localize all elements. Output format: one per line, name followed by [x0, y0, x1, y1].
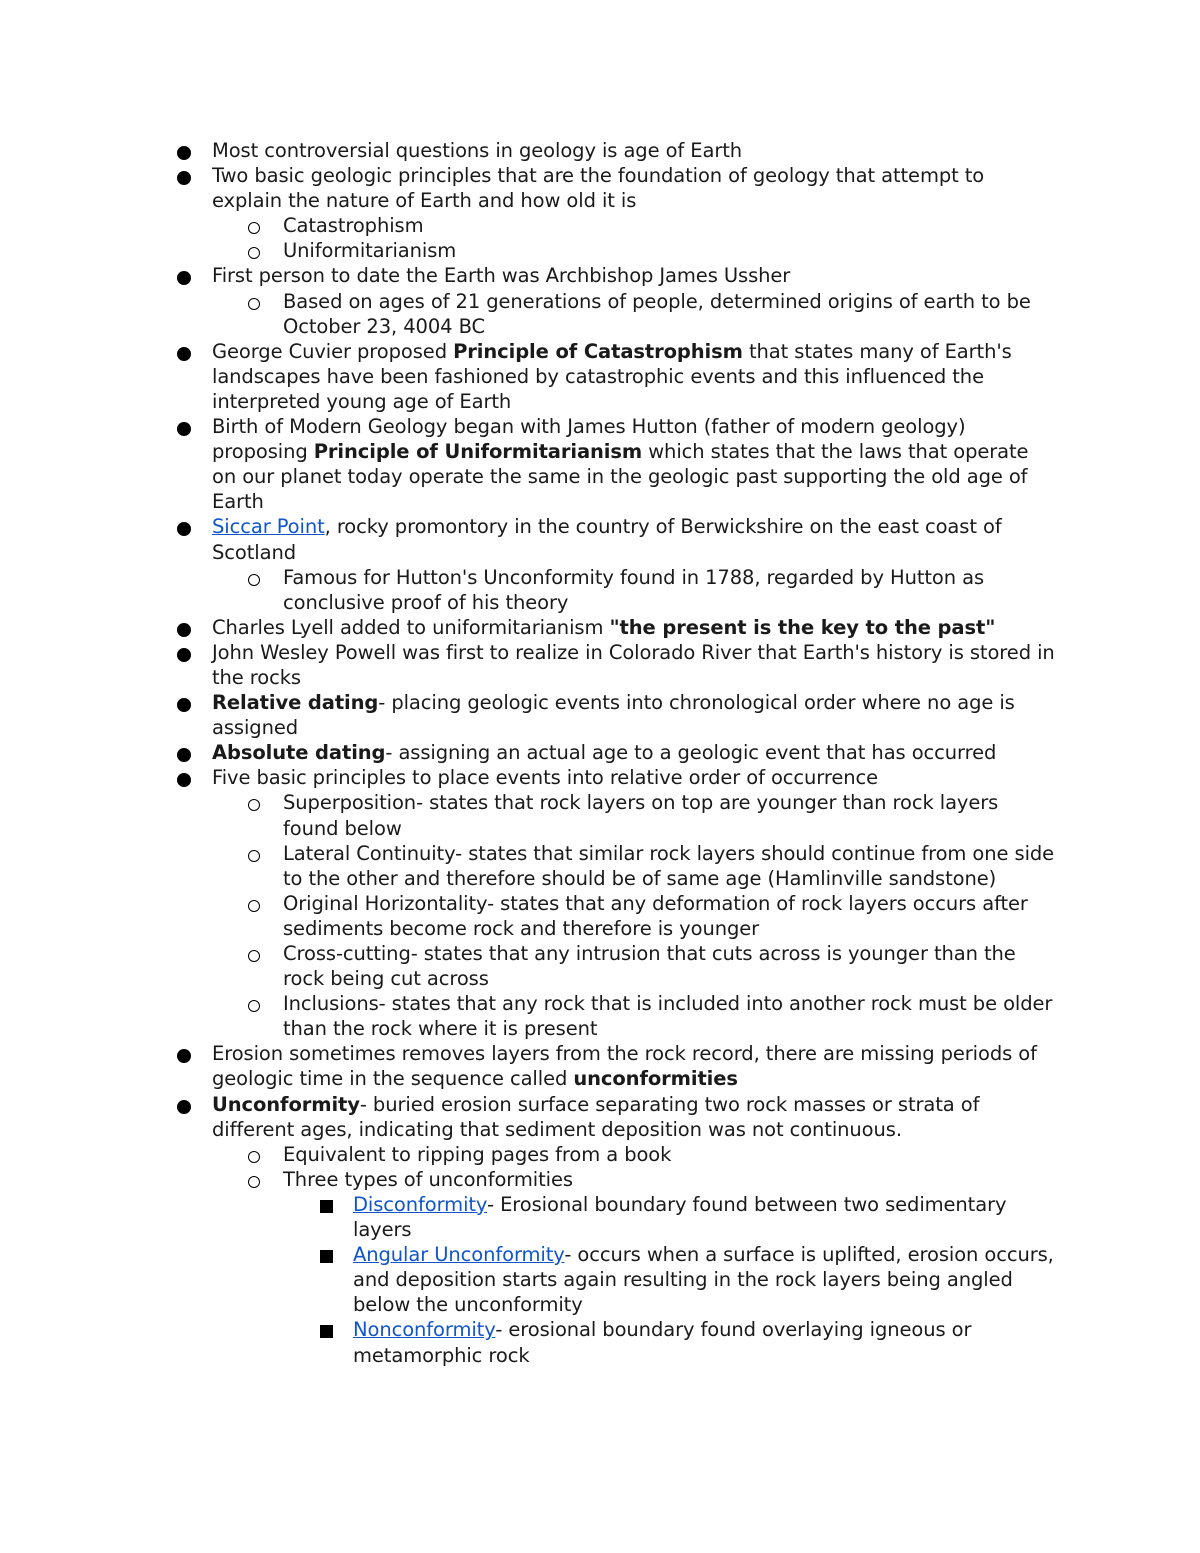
list-item	[0, 1041, 1057, 1091]
bullet-list	[0, 138, 1200, 1368]
sub-list-item	[0, 565, 1057, 615]
list-item	[0, 690, 1057, 740]
hollow-circle-bullet-icon	[248, 799, 260, 811]
item-text: Two basic geologic principles that are the foundation of geology that attempt to explain the nature of Earth and how old it is	[212, 164, 985, 213]
hollow-circle-bullet-icon	[248, 900, 260, 912]
square-bullet-icon	[320, 1250, 333, 1263]
item-text	[212, 690, 1057, 740]
sub-list-item	[0, 1142, 1057, 1167]
item-text: Inclusions- states that any rock that is included into another rock must be older than the rock where it is present	[283, 992, 1053, 1041]
bold-term: Relative dating	[212, 691, 379, 715]
hollow-circle-bullet-icon	[248, 950, 260, 962]
list-item	[0, 339, 1057, 414]
hollow-circle-bullet-icon	[248, 222, 260, 234]
text-run: George Cuvier proposed	[212, 339, 454, 363]
list-item	[0, 740, 1057, 765]
bold-term: unconformities	[573, 1067, 738, 1091]
item-text: Uniformitarianism	[283, 239, 457, 263]
hollow-circle-bullet-icon	[248, 298, 260, 310]
list-item	[0, 263, 1057, 288]
item-text: First person to date the Earth was Archbishop James Ussher	[212, 264, 791, 288]
sub-list-item	[0, 991, 1057, 1041]
hollow-circle-bullet-icon	[248, 574, 260, 586]
square-bullet-icon	[320, 1325, 333, 1338]
text-run: which states that the laws that operate on our planet today operate the same in the geologic past supporting the old age of Earth	[212, 440, 1029, 514]
hollow-circle-bullet-icon	[248, 1176, 260, 1188]
list-item	[0, 414, 1057, 514]
filled-circle-bullet-icon	[177, 623, 191, 637]
hollow-circle-bullet-icon	[248, 1151, 260, 1163]
filled-circle-bullet-icon	[177, 773, 191, 787]
item-text	[212, 514, 1057, 564]
item-text	[212, 414, 1057, 514]
angular-unconformity-link[interactable]: Angular Unconformity	[353, 1243, 565, 1267]
hollow-circle-bullet-icon	[248, 1000, 260, 1012]
sub-list-item	[0, 1167, 1057, 1192]
list-item	[0, 163, 1057, 213]
item-text	[212, 615, 1057, 640]
bold-quote: "the present is the key to the past"	[609, 615, 996, 639]
item-text: John Wesley Powell was first to realize in Colorado River that Earth's history is stored in the rocks	[212, 640, 1055, 689]
hollow-circle-bullet-icon	[248, 247, 260, 259]
item-text: Famous for Hutton's Unconformity found in 1788, regarded by Hutton as conclusive proof of his theory	[283, 565, 985, 614]
sub-sub-list-item	[0, 1192, 1057, 1242]
text-run: Charles Lyell added to uniformitarianism	[212, 615, 610, 639]
item-text	[353, 1317, 1057, 1367]
sub-sub-list-item	[0, 1317, 1057, 1367]
item-text	[353, 1192, 1057, 1242]
text-run: Erosion sometimes removes layers from the rock record, there are missing periods of geologic time in the sequence called	[212, 1042, 1037, 1091]
filled-circle-bullet-icon	[177, 347, 191, 361]
item-text: Cross-cutting- states that any intrusion that cuts across is younger than the rock being cut across	[283, 942, 1016, 991]
filled-circle-bullet-icon	[177, 146, 191, 160]
text-run: - placing geologic events into chronological order where no age is assigned	[212, 691, 1015, 740]
sub-sub-list-item	[0, 1242, 1057, 1317]
bold-term: Absolute dating	[212, 741, 386, 765]
item-text: Catastrophism	[283, 214, 424, 238]
list-item	[0, 765, 1057, 790]
item-text	[212, 1041, 1057, 1091]
filled-circle-bullet-icon	[177, 1049, 191, 1063]
text-run: - occurs when a surface is uplifted, erosion occurs, and deposition starts again resulting in the rock layers being angled below the unconformity	[353, 1243, 1054, 1317]
item-text: Five basic principles to place events into relative order of occurrence	[212, 766, 879, 790]
item-text: Based on ages of 21 generations of people, determined origins of earth to be October 23, 4004 BC	[283, 289, 1031, 338]
filled-circle-bullet-icon	[177, 171, 191, 185]
item-text: Three types of unconformities	[283, 1167, 573, 1191]
bold-term: Principle of Catastrophism	[453, 339, 743, 363]
text-run: , rocky promontory in the country of Berwickshire on the east coast of Scotland	[212, 515, 1002, 564]
list-item	[0, 615, 1057, 640]
sub-list-item	[0, 238, 1057, 263]
text-run: that states many of Earth's landscapes have been fashioned by catastrophic events and this influenced the interpreted young age of Earth	[212, 339, 1012, 413]
filled-circle-bullet-icon	[177, 522, 191, 536]
item-text: Original Horizontality- states that any deformation of rock layers occurs after sediments become rock and therefore is younger	[283, 891, 1028, 940]
text-run: - Erosional boundary found between two sedimentary layers	[353, 1192, 1007, 1242]
text-run: - buried erosion surface separating two rock masses or strata of different ages, indicating that sediment deposition was not continuous.	[212, 1092, 980, 1141]
sub-list-item	[0, 841, 1057, 891]
filled-circle-bullet-icon	[177, 748, 191, 762]
filled-circle-bullet-icon	[177, 422, 191, 436]
item-text	[212, 740, 1057, 765]
filled-circle-bullet-icon	[177, 648, 191, 662]
list-item	[0, 138, 1057, 163]
item-text: Lateral Continuity- states that similar rock layers should continue from one side to the other and therefore should be of same age (Hamlinville sandstone)	[283, 841, 1055, 890]
sub-list-item	[0, 941, 1057, 991]
list-item	[0, 640, 1057, 690]
filled-circle-bullet-icon	[177, 271, 191, 285]
square-bullet-icon	[320, 1200, 333, 1213]
text-run: - erosional boundary found overlaying igneous or metamorphic rock	[353, 1318, 972, 1367]
item-text	[212, 1092, 1057, 1142]
item-text: Most controversial questions in geology is age of Earth	[212, 139, 743, 162]
item-text	[212, 339, 1057, 414]
item-text: Equivalent to ripping pages from a book	[283, 1142, 672, 1166]
sub-list-item	[0, 289, 1057, 339]
sub-list-item	[0, 213, 1057, 238]
list-item	[0, 514, 1057, 564]
item-text	[353, 1242, 1057, 1317]
siccar-point-link[interactable]: Siccar Point	[212, 515, 325, 539]
sub-list-item	[0, 790, 1057, 840]
hollow-circle-bullet-icon	[248, 850, 260, 862]
filled-circle-bullet-icon	[177, 1100, 191, 1114]
bold-term: Principle of Uniformitarianism	[313, 440, 643, 464]
bold-term: Unconformity	[212, 1092, 360, 1116]
disconformity-link[interactable]: Disconformity	[353, 1192, 488, 1216]
sub-list-item	[0, 891, 1057, 941]
item-text: Superposition- states that rock layers on top are younger than rock layers found below	[283, 791, 999, 840]
nonconformity-link[interactable]: Nonconformity	[353, 1318, 496, 1342]
text-run: - assigning an actual age to a geologic event that has occurred	[385, 741, 997, 765]
text-run: Birth of Modern Geology began with James Hutton (father of modern geology) proposing	[212, 415, 966, 464]
list-item	[0, 1092, 1057, 1142]
filled-circle-bullet-icon	[177, 698, 191, 712]
